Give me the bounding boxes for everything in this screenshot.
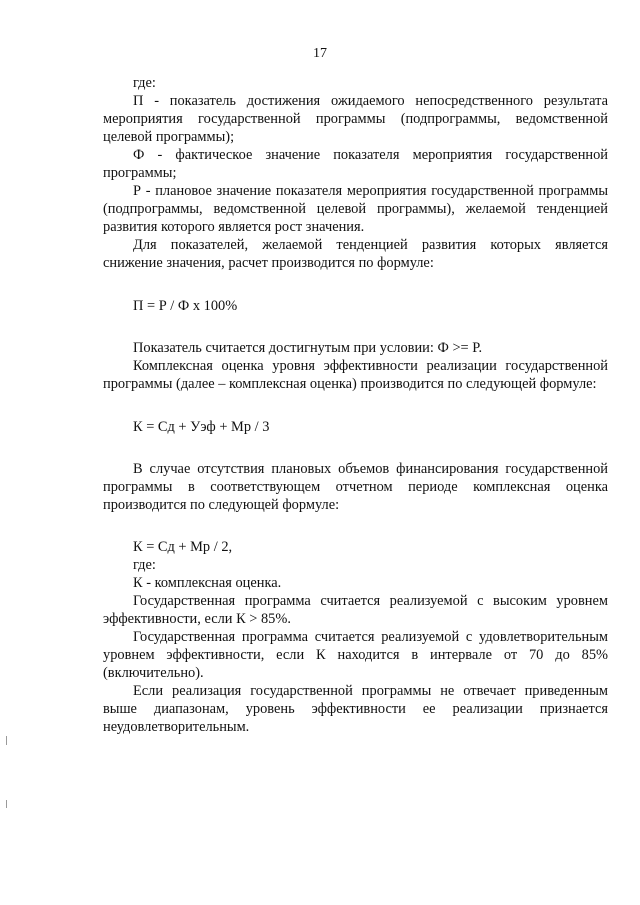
where-label-2: где: [133, 557, 156, 573]
scan-mark [6, 736, 7, 745]
paragraph-unsatisfactory-efficiency: Если реализация государственной программы не отвечает приведенным выше диапазонам, уровень эффективности ее реализации признается неудовлетворительным. [103, 683, 608, 735]
definition-f: Ф - фактическое значение показателя мероприятия государственной программы; [103, 147, 608, 181]
scan-mark [6, 800, 7, 808]
paragraph-decrease: Для показателей, желаемой тенденцией развития которых является снижение значения, расчет производится по формуле: [103, 237, 608, 271]
where-label: где: [133, 75, 156, 91]
document-body [103, 74, 608, 736]
paragraph-high-efficiency: Государственная программа считается реализуемой с высоким уровнем эффективности, если К > 85%. [103, 593, 608, 627]
definition-p: П - показатель достижения ожидаемого непосредственного результата мероприятия государственной программы (подпрограммы, ведомственной целевой программы); [103, 93, 608, 145]
page-number: 17 [313, 46, 327, 61]
paragraph-satisfactory-efficiency: Государственная программа считается реализуемой с удовлетворительным уровнем эффективности, если К находится в интервале от 70 до 85% (включительно). [103, 629, 608, 681]
paragraph-complex-assessment: Комплексная оценка уровня эффективности реализации государственной программы (далее – комплексная оценка) производится по следующей формуле: [103, 358, 608, 392]
definition-r: Р - плановое значение показателя мероприятия государственной программы (подпрограммы, ведомственной целевой программы), желаемой тенденцией развития которого является рост значения. [103, 183, 608, 235]
definition-k: К - комплексная оценка. [133, 575, 282, 591]
formula-complex-no-funding: К = Сд + Мр / 2, [133, 539, 233, 555]
formula-complex: К = Сд + Уэф + Мр / 3 [133, 419, 270, 435]
formula-indicator: П = Р / Ф х 100% [133, 298, 238, 314]
paragraph-achieved: Показатель считается достигнутым при условии: Ф >= Р. [133, 340, 483, 356]
paragraph-no-funding: В случае отсутствия плановых объемов финансирования государственной программы в соответствующем отчетном периоде комплексная оценка производится по следующей формуле: [103, 461, 608, 513]
